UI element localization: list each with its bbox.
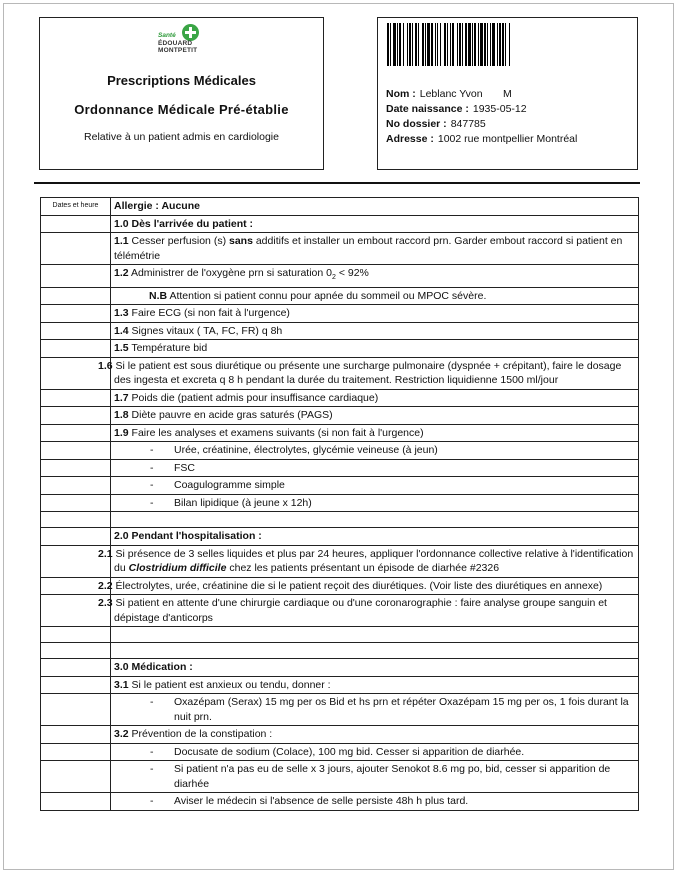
date-cell[interactable] [41,215,111,233]
bullet-item [111,743,639,761]
item-3-2 [111,726,639,744]
document-context: Relative à un patient admis en cardiologie [84,131,279,143]
file-number-label: No dossier : [386,118,447,130]
date-cell[interactable] [41,512,111,528]
item-text: Attention si patient connu pour apnée du sommeil ou MPOC sévère. [169,289,487,302]
patient-name-value: Leblanc Yvon M [419,88,512,100]
item-text: Si le patient est sous diurétique ou présente une surcharge pulmonaire (dyspnée + crépitant), faire le dosage des ingesta et excreta q 8 h pendant la durée du traitement. Restriction liquidienne 1500 ml/jour [114,359,622,387]
bullet-text: Si patient n'a pas eu de selle x 3 jours, ajouter Senokot 8.6 mg po, bid, cesser si apparition de diarhée [174,763,611,790]
bullet-text: Oxazépam (Serax) 15 mg per os Bid et hs prn et répéter Oxazépam 15 mg per os, 1 fois durant la nuit prn. [174,696,629,723]
table-row [41,305,639,323]
patient-name-label: Nom : [386,88,416,100]
date-column-header: Dates et heure [41,198,111,216]
item-text: Faire les analyses et examens suivants (si non fait à l'urgence) [131,426,424,439]
item-1-2 [111,265,639,288]
date-cell[interactable] [41,287,111,305]
item-1-6 [98,357,639,389]
date-cell[interactable] [41,528,111,546]
item-text: < 92% [338,267,369,279]
item-1-5 [111,340,639,358]
item-nb [111,287,639,305]
table-row [41,265,639,288]
subscript: 2 [331,274,336,282]
item-text: Température bid [131,342,208,355]
patient-details [386,87,577,147]
item-text: Si patient en attente d'une chirurgie cardiaque ou d'une coronarographie : faire analyse groupe sanguin et dépistage d'anticorps [114,597,607,624]
item-2-2 [98,577,639,595]
table-row [41,340,639,358]
table-row [41,198,639,216]
item-number: 1.9 [114,426,129,439]
empty-cell[interactable] [111,643,639,659]
item-number: 1.2 [114,267,129,279]
address-value: 1002 rue montpellier Montréal [437,133,578,145]
item-text: chez les patients présentant un épisode de diarhée #2326 [229,562,500,575]
item-text: Prévention de la constipation : [131,728,273,741]
table-row [41,407,639,425]
item-text-bold-italic: Clostridium difficile [128,562,227,575]
date-cell[interactable] [41,643,111,659]
bullet-item [111,442,639,460]
table-row [41,215,639,233]
header-divider [34,182,640,184]
item-text: Cesser perfusion (s) [131,235,227,247]
item-number: 1.7 [114,391,129,404]
birthdate-label: Date naissance : [386,103,469,115]
bullet-item [111,793,639,811]
table-row [41,442,639,460]
table-row [41,233,639,265]
item-number: 1.3 [114,307,129,320]
bullet-text: Docusate de sodium (Colace), 100 mg bid. Cesser si apparition de diarhée. [174,745,525,758]
bullet-item [111,477,639,495]
table-row-empty [41,643,639,659]
bullet-dash: - [150,696,154,709]
table-row [41,389,639,407]
bullet-item [111,494,639,512]
document-title: Prescriptions Médicales [107,73,256,88]
date-cell[interactable] [41,442,111,460]
bullet-text: Coagulogramme simple [174,479,285,492]
bullet-item [111,459,639,477]
item-1-7 [111,389,639,407]
barcode [387,23,623,66]
bullet-dash: - [150,496,154,509]
table-row [41,528,639,546]
health-cross-icon [182,24,199,41]
date-cell[interactable] [41,407,111,425]
table-row [41,477,639,495]
table-row [41,577,639,595]
item-2-3 [98,595,639,627]
item-number: 1.5 [114,342,129,355]
logo-line1: ÉDOUARD [158,40,193,47]
item-text: Si présence de 3 selles liquides et plus par 24 heures, appliquer l'ordonnance collective relative à l'identification du [114,547,634,575]
date-cell[interactable] [41,743,111,761]
item-number: 1.8 [114,409,129,422]
item-number: 2.2 [98,579,113,592]
table-row [41,357,639,389]
date-cell[interactable] [41,494,111,512]
table-row [41,676,639,694]
logo-sante-text: Santé [158,32,176,39]
item-text-bold: sans [228,235,253,247]
bullet-dash: - [150,461,154,474]
table-row [41,659,639,677]
date-cell[interactable] [41,627,111,643]
bullet-dash: - [150,763,154,776]
item-text: additifs et installer un embout raccord prn. Garder embout raccord si patient en télémétrie [114,235,623,262]
address-label: Adresse : [386,133,434,145]
table-row [41,287,639,305]
section-1-title: 1.0 Dès l'arrivée du patient : [111,215,639,233]
date-cell[interactable] [41,676,111,694]
date-cell[interactable] [41,305,111,323]
empty-cell[interactable] [111,512,639,528]
table-row [41,694,639,726]
item-number: 1.6 [98,359,113,372]
table-row [41,459,639,477]
birthdate-value: 1935-05-12 [472,103,527,115]
table-row [41,743,639,761]
item-number: 2.3 [98,597,113,610]
bullet-dash: - [150,795,154,808]
bullet-text: Bilan lipidique (à jeune x 12h) [174,496,312,509]
bullet-text: FSC [174,461,195,474]
table-row [41,595,639,627]
date-cell[interactable] [41,424,111,442]
date-cell[interactable] [41,659,111,677]
item-1-3 [111,305,639,323]
bullet-text: Aviser le médecin si l'absence de selle persiste 48h h plus tard. [174,795,469,808]
table-row-empty [41,627,639,643]
table-row [41,322,639,340]
item-number: 1.4 [114,324,129,337]
item-1-4 [111,322,639,340]
date-cell[interactable] [41,761,111,793]
bullet-text: Urée, créatinine, électrolytes, glycémie veineuse (à jeun) [174,444,438,457]
file-number-value: 847785 [450,118,486,130]
date-cell[interactable] [41,389,111,407]
patient-info-box [377,17,638,170]
table-row [41,545,639,577]
item-number: 3.1 [114,678,129,691]
logo-line2: MONTPETIT [158,47,198,54]
item-text: Électrolytes, urée, créatinine die si le patient reçoit des diurétiques. (Voir liste des diurétiques en annexe) [115,579,603,592]
bullet-dash: - [150,444,154,457]
item-text: Faire ECG (si non fait à l'urgence) [131,307,290,320]
item-text: Si le patient est anxieux ou tendu, donner : [131,678,331,691]
date-cell[interactable] [41,459,111,477]
table-row [41,761,639,793]
item-1-1 [111,233,639,265]
item-number: 2.1 [98,547,113,560]
bullet-item [111,761,639,793]
date-cell[interactable] [41,233,111,265]
item-1-9 [111,424,639,442]
bullet-item [111,694,639,726]
item-text: Signes vitaux ( TA, FC, FR) q 8h [131,324,283,337]
item-text: Administrer de l'oxygène prn si saturation 0 [130,267,332,279]
header-title-box [39,17,324,170]
item-1-8 [111,407,639,425]
nb-label: N.B [149,289,168,302]
date-cell[interactable] [41,793,111,811]
date-cell[interactable] [41,477,111,495]
item-3-1 [111,676,639,694]
allergy-line: Allergie : Aucune [111,198,639,216]
date-cell[interactable] [41,694,111,726]
item-number: 3.2 [114,728,129,741]
item-text: Diète pauvre en acide gras saturés (PAGS) [131,409,333,422]
hospital-logo [158,24,208,54]
date-cell[interactable] [41,340,111,358]
item-text: Poids die (patient admis pour insuffisance cardiaque) [131,391,379,404]
barcode-bar [510,23,512,66]
table-row [41,793,639,811]
table-row [41,494,639,512]
date-cell[interactable] [41,726,111,744]
section-3-title: 3.0 Médication : [111,659,639,677]
section-2-title: 2.0 Pendant l'hospitalisation : [111,528,639,546]
empty-cell[interactable] [111,627,639,643]
table-row-empty [41,512,639,528]
table-row [41,424,639,442]
item-number: 1.1 [114,235,129,247]
prescription-table [40,197,639,811]
bullet-dash: - [150,745,154,758]
item-2-1 [98,545,639,577]
document-subtitle-bold: Ordonnance Médicale Pré-établie [74,102,289,117]
date-cell[interactable] [41,322,111,340]
table-row [41,726,639,744]
date-cell[interactable] [41,265,111,288]
bullet-dash: - [150,479,154,492]
